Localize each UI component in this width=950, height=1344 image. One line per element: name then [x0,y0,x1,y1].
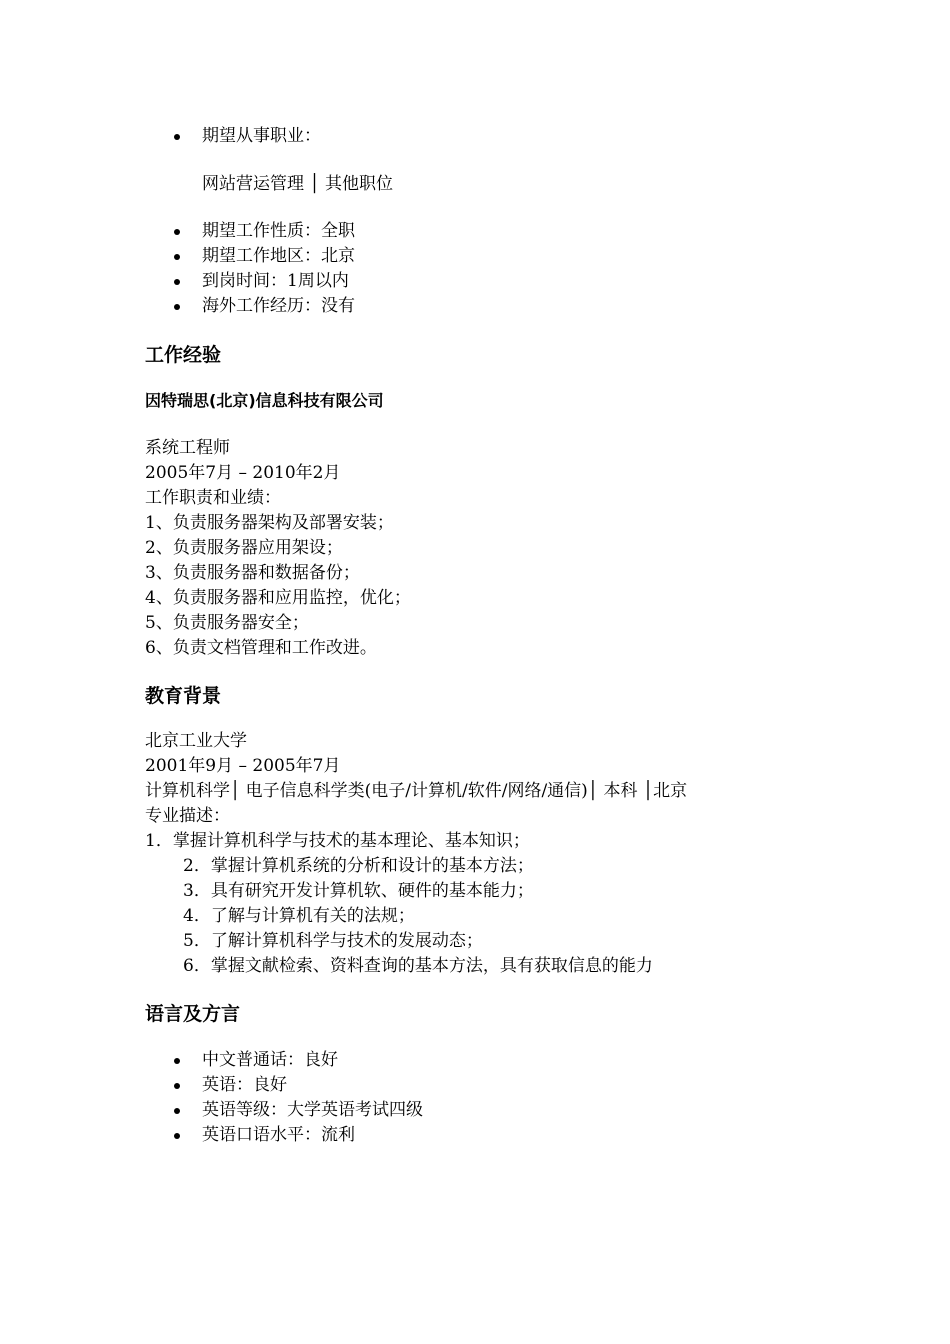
bullet-icon [174,1133,180,1139]
company-name: 因特瑞思(北京)信息科技有限公司 [145,391,384,410]
major-description-item: 3．具有研究开发计算机软、硬件的基本能力； [183,881,534,901]
work-period: 2005年7月 – 2010年2月 [145,463,341,483]
list-item-text: 期望工作地区：北京 [202,246,355,266]
duty-item: 3、负责服务器和数据备份； [145,563,360,583]
school-name: 北京工业大学 [145,731,247,751]
list-item [145,244,355,269]
list-item [145,294,355,319]
education-details [145,729,687,979]
job-title: 系统工程师 [145,438,230,458]
major-description-item: 4．了解与计算机有关的法规； [183,906,415,926]
list-item-text: 英语口语水平：流利 [202,1125,355,1145]
languages-heading: 语言及方言 [145,1003,241,1025]
work-experience-heading: 工作经验 [145,344,222,366]
list-item [145,1073,423,1098]
duty-item: 5、负责服务器安全； [145,613,309,633]
languages-list [145,1048,423,1148]
bullet-icon [174,1083,180,1089]
major-info: 计算机科学│ 电子信息科学类(电子/计算机/软件/网络/通信)│ 本科 │北京 [145,781,688,801]
job-intent-list-top [145,124,321,149]
major-description-item: 5．了解计算机科学与技术的发展动态； [183,931,483,951]
list-item [145,269,355,294]
major-description-item: 2．掌握计算机系统的分析和设计的基本方法； [183,856,534,876]
bullet-icon [174,229,180,235]
list-item-text: 期望从事职业： [202,126,321,146]
education-heading: 教育背景 [145,685,222,707]
major-description-item: 1．掌握计算机科学与技术的基本理论、基本知识； [145,831,530,851]
list-item [145,1123,423,1148]
work-details [145,436,411,661]
duty-item: 4、负责服务器和应用监控，优化； [145,588,411,608]
duty-item: 2、负责服务器应用架设； [145,538,343,558]
list-item [145,219,355,244]
list-item-text: 英语等级：大学英语考试四级 [202,1100,423,1120]
bullet-icon [174,279,180,285]
bullet-icon [174,304,180,310]
list-item-text: 海外工作经历：没有 [202,296,355,316]
list-item-text: 期望工作性质：全职 [202,221,355,241]
list-item [145,1098,423,1123]
job-intent-list [145,219,355,319]
list-item-text: 英语：良好 [202,1075,287,1095]
bullet-icon [174,1108,180,1114]
major-description-item: 6．掌握文献检索、资料查询的基本方法，具有获取信息的能力 [183,956,653,976]
list-item-text: 中文普通话：良好 [202,1050,338,1070]
major-description-label: 专业描述： [145,806,230,826]
bullet-icon [174,134,180,140]
list-item-text: 到岗时间：1周以内 [202,271,349,291]
list-item [145,1048,423,1073]
duty-item: 6、负责文档管理和工作改进。 [145,638,377,658]
list-item [145,124,321,149]
bullet-icon [174,254,180,260]
occupation-detail: 网站营运管理 │ 其他职位 [202,174,394,194]
duty-item: 1、负责服务器架构及部署安装； [145,513,394,533]
bullet-icon [174,1058,180,1064]
duties-label: 工作职责和业绩： [145,488,281,508]
study-period: 2001年9月 – 2005年7月 [145,756,341,776]
